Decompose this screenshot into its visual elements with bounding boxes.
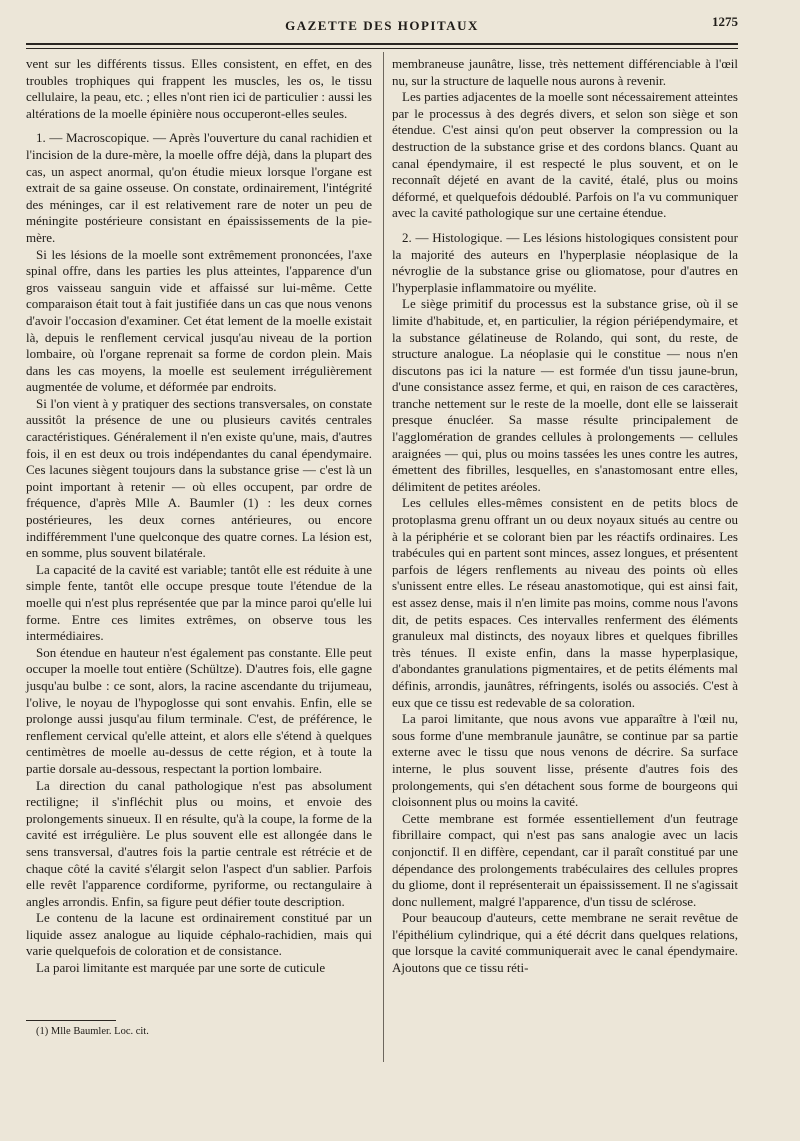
paragraph: vent sur les différents tissus. Elles consistent, en effet, en des troubles trophiques qui frappent les muscles, les os, le tissu cellulaire, la peau, etc. ; elles n'ont rien ici de particulier : aussi les altérations de la moelle épinière nous occuperont-elles seules. <box>26 56 372 121</box>
paragraph: Le siège primitif du processus est la substance grise, où il se limite d'habitude, et, en particulier, la région périépendymaire, et la substance gélatineuse de Rolando, qui sont, du reste, de structure analogue. La néoplasie qui le constitue — nous n'en discutons pas ici la nature — est formée d'un tissu jaune-brun, d'une consistance assez ferme, et qui, en raison de ces caractères, tranche nettement sur le reste de la moelle, dont elle se laisserait presque énucléer. Sa masse résulte principalement de l'agglomération de grandes cellules à prolongements — cellules araignées — qui, plus ou moins tassées les unes contre les autres, émettent des fibrilles, lesquelles, en s'anastomosant entre elles, délimitent de petites aréoles. <box>392 296 738 494</box>
header-rule <box>26 43 738 45</box>
page-header <box>26 10 738 34</box>
header-rule-thin <box>26 48 738 49</box>
paragraph: La paroi limitante est marquée par une sorte de cuticule <box>36 960 326 976</box>
paragraph: Si l'on vient à y pratiquer des sections transversales, on constate aussitôt la présence de une ou plusieurs cavités centrales caractéristiques. Généralement il n'en existe qu'une, mais, d'autres fois, il en est deux ou trois indépendantes du canal épendymaire. Ces lacunes siègent toujours dans la substance grise — c'est là un point important à retenir — où elles occupent, par ordre de fréquence, d'après Mlle A. Baumler (1) : les deux cornes postérieures, les deux cornes antérieures, ou encore indifféremment l'une quelconque des quatre cornes. La lésion est, en somme, plus souvent bilatérale. <box>26 395 372 561</box>
paragraph: Si les lésions de la moelle sont extrêmement prononcées, l'axe spinal offre, dans les parties les plus atteintes, l'apparence d'un gros vaisseau sanguin vide et affaissé sur lui-même. Cette comparaison était tout à fait justifiée dans un cas que nous venons d'avoir l'occasion d'examiner. Cet état lement de la moelle existait là, depuis le renflement cervical jusqu'au niveau de la portion lombaire, où l'organe reprenait sa forme de cordon plein. Mais dans les cas moyens, la moelle est seulement irrégulièrement augmentée de volume, et déformée par endroits. <box>26 246 372 395</box>
paragraph: membraneuse jaunâtre, lisse, très nettement différenciable à l'œil nu, sur la structure de laquelle nous aurons à revenir. <box>392 56 738 88</box>
paragraph: Cette membrane est formée essentiellement d'un feutrage fibrillaire compact, qui n'est pas sans analogie avec un lacis conjonctif. Il en diffère, cependant, car il paraît constitué par une dépendance des prolongements trabéculaires des cellules propres du gliome, dont il représenterait un épaississement. Il ne s'agissait donc nullement, malgré l'apparence, d'un tissu de sclérose. <box>392 810 738 909</box>
right-column <box>392 56 738 977</box>
paragraph: Le contenu de la lacune est ordinairement constitué par un liquide assez analogue au liquide céphalo-rachidien, mais qui varie quelquefois de coloration et de consistance. <box>26 910 372 959</box>
paragraph: Les cellules elles-mêmes consistent en de petits blocs de protoplasma grenu offrant un ou deux noyaux situés au centre ou à la périphérie et se colorant bien par les réactifs ordinaires. Les trabécules qui en partent sont minces, assez longues, et présentent parfois de légers renflements au niveau des points où elles s'unissent entre elles. Le réseau anastomotique, qui est ainsi fait, est assez dense, mais il n'en limite pas moins, comme nous l'avons dit, de petits espaces. Ces intervalles renferment des éléments granuleux mal distincts, des noyaux libres et quelques fibrilles très ténues. Il existe enfin, dans la masse hyperplasique, d'abondantes granulations pigmentaires, et de petits éléments mal définis, arrondis, jaunâtres, réfringents, isolés ou associés. C'est à eux que ce tissu est redevable de sa coloration. <box>392 495 738 710</box>
journal-title: GAZETTE DES HOPITAUX <box>285 18 479 33</box>
footnote-rule <box>26 1020 116 1021</box>
paragraph: Pour beaucoup d'auteurs, cette membrane ne serait revêtue de l'épithélium cylindrique, qui a été décrit dans quelques relations, que lorsque la cavité communiquerait avec le canal épendymaire. Ajoutons que ce tissu réti- <box>392 910 738 976</box>
column-separator <box>383 52 384 1062</box>
footnote: (1) Mlle Baumler. Loc. cit. <box>36 1026 149 1037</box>
paragraph: Son étendue en hauteur n'est également pas constante. Elle peut occuper la moelle tout entière (Schültze). D'autres fois, elle gagne jusqu'au bulbe : ce sont, alors, la racine ascendante du trijumeau, l'olive, le noyau de l'hypoglosse qui sont envahis. Enfin, elle se prolonge aussi jusqu'au filum terminale. C'est, de préférence, le renflement cervical qu'elle atteint, et alors elle s'étend à quelques centimètres de moelle au-dessus de cette région, et à toute la partie dorsale au-dessous, respectant la portion lombaire. <box>26 644 372 776</box>
paragraph: 1. — Macroscopique. — Après l'ouverture du canal rachidien et l'incision de la dure-mère, la moelle offre déjà, dans la plupart des cas, un aspect anormal, qu'on étudie mieux lorsque l'organe est extrait de sa gaine osseuse. On constate, ordinairement, l'intégrité des méninges, car il est relativement rare de noter un peu de méningite postérieure consistant en épaississements de la pie-mère. <box>26 130 372 245</box>
left-column <box>26 56 372 977</box>
page-number: 1275 <box>712 14 738 29</box>
paragraph: Les parties adjacentes de la moelle sont nécessairement atteintes par le processus à des degrés divers, et selon son siège et son étendue. C'est ainsi qu'on peut observer la compression ou la destruction de la substance grise et des cordons blancs. Quant au canal épendymaire, il est respecté le plus souvent, et on le reconnaît déjeté en avant de la cavité, étalé, plus ou moins déformé, et quelquefois dédoublé. Parfois on l'a vu communiquer avec la cavité pathologique sur une certaine étendue. <box>392 89 738 221</box>
paragraph: La paroi limitante, que nous avons vue apparaître à l'œil nu, sous forme d'une membranule jaunâtre, se continue par sa partie externe avec le tissu que nous venons de décrire. Sa surface interne, le plus souvent lisse, présente d'autres fois des prolongements, qui s'en détachent sous forme de bourgeons qui cloisonnent plus ou moins la cavité. <box>392 711 738 810</box>
paragraph: 2. — Histologique. — Les lésions histologiques consistent pour la majorité des auteurs en l'hyperplasie néoplasique de la névroglie de la substance grise ou gliomatose, pour d'autres en l'hyperplasie inflammatoire ou myélite. <box>392 229 738 295</box>
paragraph: La capacité de la cavité est variable; tantôt elle est réduite à une simple fente, tantôt elle occupe presque toute l'étendue de la moelle qui n'est plus représentée que par la mince paroi qu'elle lui forme. Entre ces limites extrêmes, on observe tous les intermédiaires. <box>26 561 372 644</box>
paragraph: La direction du canal pathologique n'est pas absolument rectiligne; il s'infléchit plus ou moins, et envoie des prolongements sinueux. Il en résulte, qu'à la coupe, la forme de la cavité est irrégulière. Le plus souvent elle est allongée dans le sens transversal, d'autres fois la partie centrale est rétrécie et de chaque côté la cavité s'élargit selon l'aspect d'un sablier. Parfois elle revêt l'apparence cordiforme, pyriforme, ou rectangulaire à angles arrondis. Enfin, sa figure peut défier toute description. <box>26 777 372 909</box>
